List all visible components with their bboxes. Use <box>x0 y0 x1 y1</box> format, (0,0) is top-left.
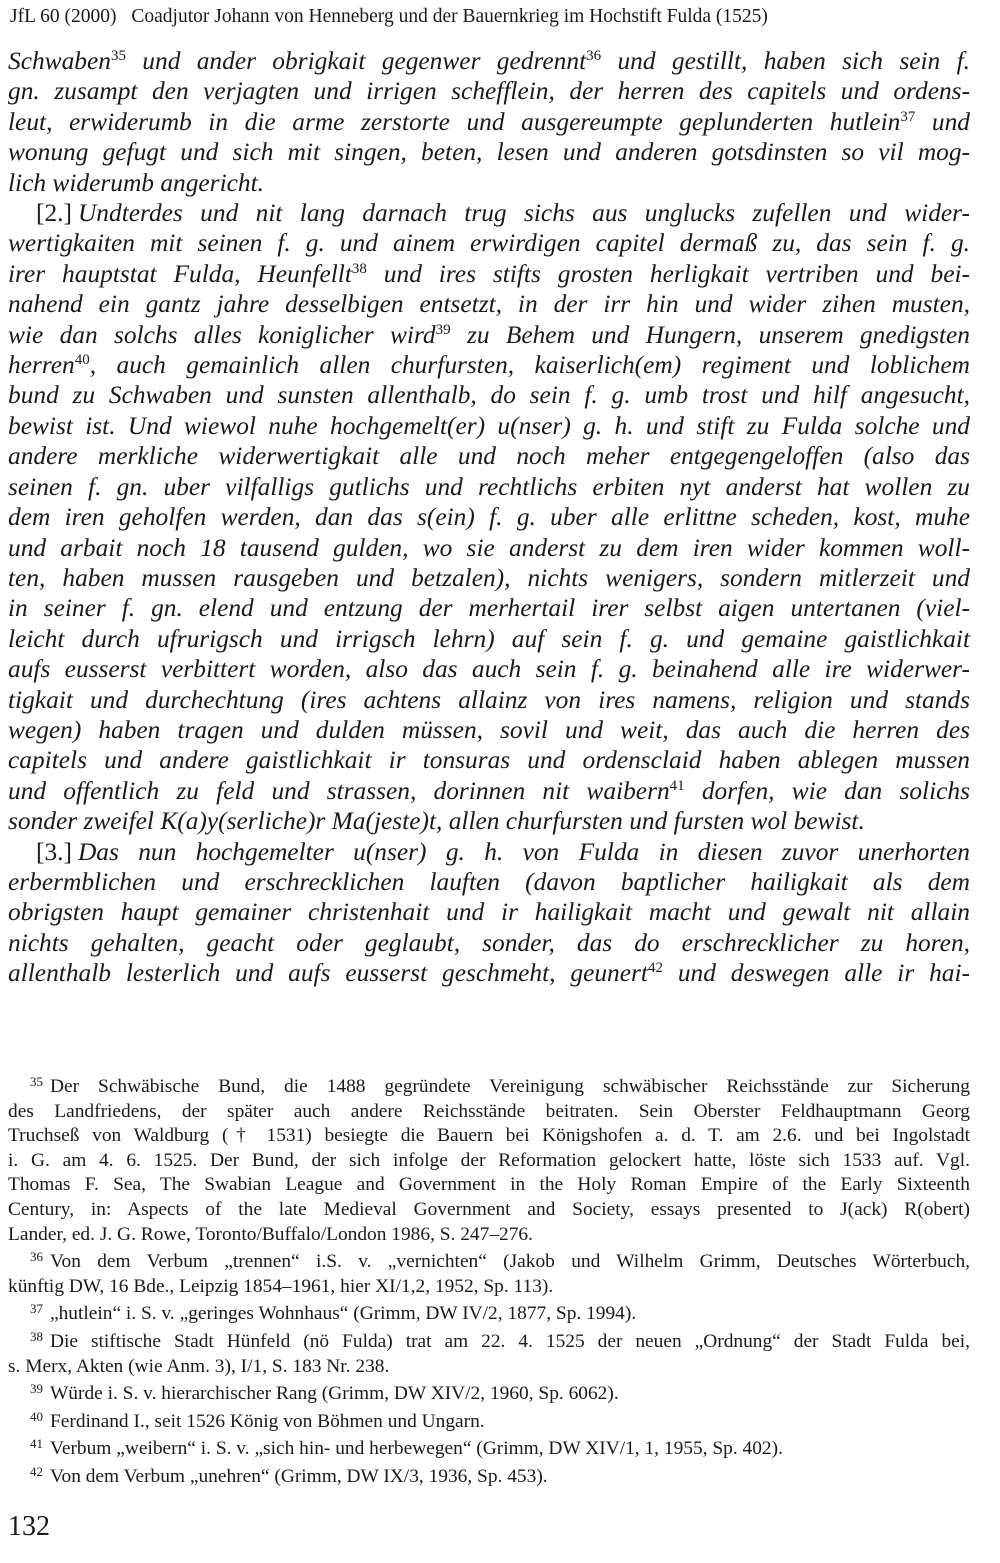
text-line: wertigkaiten mit seinen f. g. und ainem erwirdigen capitel dermaß zu, das sein f. g. <box>8 229 970 258</box>
footnote-marker: 41 <box>669 777 685 794</box>
footnote-number: 39 <box>30 1381 43 1397</box>
footnote-marker: 39 <box>435 321 451 338</box>
text-line: lich widerumb angericht. <box>8 168 264 197</box>
text-line: seinen f. gn. uber vilfalligs gutlichs und rechtlichs erbiten nyt anderst hat wollen zu <box>8 472 970 501</box>
section-start-line: [3.] Das nun hochgemelter u(nser) g. h. von Fulda in diesen zuvor unerhorten <box>36 837 970 866</box>
text-line: und arbait noch 18 tausend gulden, wo sie anderst zu dem iren wider kommen woll- <box>8 533 970 562</box>
footnote-number: 42 <box>30 1463 43 1479</box>
text-line: wegen) haben tragen und dulden müssen, sovil und weit, das auch die herren des <box>8 715 970 744</box>
footnote: $^{40}$ Ferdinand I., seit 1526 König von Böhmen und Ungarn. <box>30 1408 485 1432</box>
footnote: $^{38}$ Die stiftische Stadt Hünfeld (nö Fulda) trat am 22. 4. 1525 der neuen „Ordnung“ der Stadt Fulda bei, s. Merx, Akten (wie Anm. 3), I/1, S. 183 Nr. 238. <box>8 1328 970 1377</box>
footnote: $^{35}$ Der Schwäbische Bund, die 1488 gegründete Vereinigung schwäbischer Reichsstände zur Sicherung des Landfriedens, der später auch andere Reichsstände beitraten. Sein Oberster Feldhauptmann Georg Truchseß von Waldburg († 1531) besiegte die Bauern bei Königshofen a. d. T. am 2.6. und bei Ingolstadt i. G. am 4. 6. 1525. Der Bund, der sich infolge der Reformation gelockert hatte, löste sich 1533 auf. Vgl. Thomas F. Sea, The Swabian League and Government in the Holy Roman Empire of the Early Sixteenth Century, in: Aspects of the late Medieval Government and Society, essays presented to J(ack) R(obert) Lander, ed. J. G. Rowe, Toronto/Buffalo/London 1986, S. 247–276. <box>8 1074 970 1245</box>
footnote-marker: 42 <box>647 960 663 977</box>
footnote-marker: 36 <box>586 48 602 64</box>
footnote: $^{41}$ Verbum „weibern“ i. S. v. „sich hin- und herbewegen“ (Grimm, DW XIV/1, 1, 1955, Sp. 402). <box>30 1436 783 1460</box>
text-line: bund zu Schwaben und sunsten allenthalb, do sein f. g. umb trost und hilf angesucht, <box>8 381 970 410</box>
footnote-marker: 38 <box>351 260 367 277</box>
text-line: ten, haben mussen rausgeben und betzalen), nichts wenigers, sondern mitlerzeit und <box>8 563 970 592</box>
text-line: bewist ist. Und wiewol nuhe hochgemelt(er) u(nser) g. h. und stift zu Fulda solche und <box>8 411 970 440</box>
footnote-number: 37 <box>30 1301 43 1317</box>
footnote: $^{36}$ Von dem Verbum „trennen“ i.S. v. „vernichten“ (Jakob und Wilhelm Grimm, Deutsches Wörterbuch, künftig DW, 16 Bde., Leipzig 1854–1961, hier XI/1,2, 1952, Sp. 113). <box>8 1249 970 1297</box>
footnote: $^{42}$ Von dem Verbum „unehren“ (Grimm, DW IX/3, 1936, Sp. 453). <box>30 1463 548 1487</box>
text-line: herren$^{40}$, auch gemainlich allen churfursten, kaiserlich(em) regiment und loblichem <box>8 351 970 380</box>
footnote-marker: 40 <box>74 352 90 369</box>
page-number: 132 <box>8 1511 50 1542</box>
text-line: wonung gefugt und sich mit singen, beten, lesen und anderen gotsdinsten so vil mog- <box>8 138 970 167</box>
footnote: $^{37}$ „hutlein“ i. S. v. „geringes Wohnhaus“ (Grimm, DW IV/2, 1877, Sp. 1994). <box>30 1301 637 1325</box>
footnote-number: 36 <box>30 1249 43 1265</box>
text-line: irer hauptstat Fulda, Heunfellt$^{38}$ und ires stifts grosten herligkait vertriben und bei- <box>8 259 970 288</box>
section-number: [3.] <box>36 837 72 866</box>
text-line: und offentlich zu feld und strassen, dorinnen nit waibern$^{41}$ dorfen, wie dan solichs <box>8 776 970 805</box>
edition-text <box>8 46 970 989</box>
footnote: $^{39}$ Würde i. S. v. hierarchischer Rang (Grimm, DW XIV/2, 1960, Sp. 6062). <box>30 1381 619 1405</box>
text-line: wie dan solchs alles koniglicher wird$^{39}$ zu Behem und Hungern, unserem gnedigsten <box>8 320 970 349</box>
section-start-line: [2.] Undterdes und nit lang darnach trug sichs aus unglucks zufellen und wider- <box>36 199 970 228</box>
text-line: allenthalb lesterlich und aufs eusserst geschmeht, geunert$^{42}$ und deswegen alle ir hai- <box>8 959 970 988</box>
text-line: tigkait und durchechtung (ires achtens allainz von ires namens, religion und stands <box>8 685 970 714</box>
text-line: andere merkliche widerwertigkait alle und noch meher entgegengeloffen (also das <box>8 442 970 471</box>
text-line: leut, erwiderumb in die arme zerstorte und ausgereumpte geplunderten hutlein$^{37}$ und <box>8 107 971 136</box>
footnote-number: 41 <box>30 1436 43 1452</box>
text-line: aufs eusserst verbittert worden, also das auch sein f. g. beinahend alle ire widerwer- <box>8 655 970 684</box>
text-line: Schwaben$^{35}$ und ander obrigkait gegenwer gedrennt$^{36}$ und gestillt, haben sich sein f. <box>8 47 970 75</box>
footnotes <box>8 1075 970 1490</box>
footnote-marker: 35 <box>110 48 126 64</box>
text-line: gn. zusampt den verjagten und irrigen schefflein, der herren des capitels und ordens- <box>8 77 970 106</box>
text-line: capitels und andere gaistlichkait ir tonsuras und ordensclaid haben ablegen mussen <box>8 746 970 775</box>
running-head <box>10 6 768 28</box>
text-line: nichts gehalten, geacht oder geglaubt, sonder, das do erschrecklicher zu horen, <box>8 928 970 957</box>
text-line: erbermblichen und erschrecklichen lauften (davon baptlicher hailigkait als dem <box>8 867 970 896</box>
footnote-number: 38 <box>30 1328 43 1344</box>
text-line: obrigsten haupt gemainer christenhait und ir hailigkait macht und gewalt nit allain <box>8 898 970 927</box>
section-number: [2.] <box>36 199 72 228</box>
text-line: leicht durch ufrurigsch und irrigsch lehrn) auf sein f. g. und gemaine gaistlichkait <box>8 624 970 653</box>
footnote-number: 40 <box>30 1408 43 1424</box>
text-line: nahend ein gantz jahre desselbigen entsetzt, in der irr hin und wider zihen musten, <box>8 290 970 319</box>
article-title: Coadjutor Johann von Henneberg und der Bauernkrieg im Hochstift Fulda (1525) <box>131 6 768 27</box>
text-line: dem iren geholfen werden, dan das s(ein) f. g. uber alle erlittne scheden, kost, muhe <box>8 503 970 532</box>
text-line: in seiner f. gn. elend und entzung der merhertail irer selbst aigen untertanen (viel- <box>8 594 970 623</box>
footnote-marker: 37 <box>900 108 916 125</box>
journal-reference: JfL 60 (2000) <box>10 6 117 27</box>
text-line: sonder zweifel K(a)y(serliche)r Ma(jeste)t, allen churfursten und fursten wol bewist. <box>8 807 865 836</box>
footnote-number: 35 <box>30 1074 43 1089</box>
